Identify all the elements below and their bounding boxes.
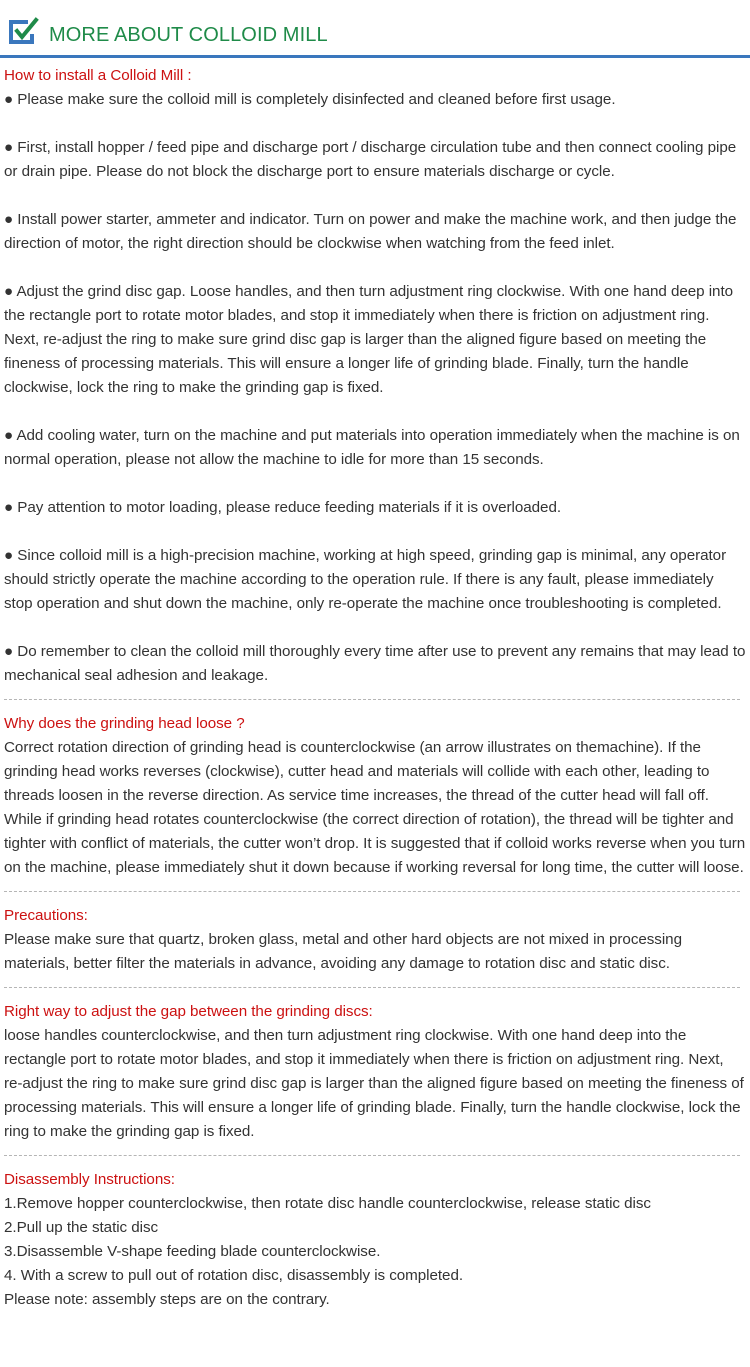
install-bullet: ● Pay attention to motor loading, please reduce feeding materials if it is overloaded. (4, 499, 562, 516)
install-bullet: ● Since colloid mill is a high-precision machine, working at high speed, grinding gap is minimal, any operator should strictly operate the machine according to the operation rule. If there is any fault, please immediately stop operation and shut down the machine, only re-operate the machine once troubleshooting is completed. (4, 547, 727, 612)
check-square-icon (6, 16, 40, 48)
dashed-divider (4, 688, 746, 712)
dashed-divider (4, 1144, 746, 1168)
install-bullet: ● Do remember to clean the colloid mill thoroughly every time after use to prevent any remains that may lead to mechanical seal adhesion and leakage. (4, 643, 746, 684)
precautions-text: Please make sure that quartz, broken glass, metal and other hard objects are not mixed in processing materials, better filter the materials in advance, avoiding any damage to rotation disc and static disc. (4, 931, 682, 972)
disassembly-step: 2.Pull up the static disc (4, 1219, 159, 1236)
page-title: MORE ABOUT COLLOID MILL (49, 24, 328, 46)
adjust-heading: Right way to adjust the gap between the grinding discs: (4, 1003, 373, 1020)
precautions-heading: Precautions: (4, 907, 88, 924)
loose-heading: Why does the grinding head loose ? (4, 715, 245, 732)
dashed-divider (4, 880, 746, 904)
disassembly-heading: Disassembly Instructions: (4, 1171, 175, 1188)
adjust-text: loose handles counterclockwise, and then turn adjustment ring clockwise. With one hand deep into the rectangle port to rotate motor blades, and stop it immediately when there is friction on adjustment ring. Next, re-adjust the ring to make sure grind disc gap is larger than the aligned figure based on meeting the fineness of processing materials. This will ensure a longer life of grinding blade. Finally, turn the handle clockwise, lock the ring to make the grinding gap is fixed. (4, 1027, 744, 1140)
dashed-divider (4, 976, 746, 1000)
install-bullet: ● Install power starter, ammeter and indicator. Turn on power and make the machine work, and then judge the direction of motor, the right direction should be clockwise when watching from the feed inlet. (4, 211, 737, 252)
disassembly-note: Please note: assembly steps are on the contrary. (4, 1291, 330, 1308)
install-bullet: ● Adjust the grind disc gap. Loose handles, and then turn adjustment ring clockwise. With one hand deep into the rectangle port to rotate motor blades, and stop it immediately when there is friction on adjustment ring. Next, re-adjust the ring to make sure grind disc gap is larger than the aligned figure based on meeting the fineness of processing materials. This will ensure a longer life of grinding blade. Finally, turn the handle clockwise, lock the ring to make the grinding gap is fixed. (4, 283, 734, 396)
loose-text: Correct rotation direction of grinding head is counterclockwise (an arrow illustrates on themachine). If the grinding head works reverses (clockwise), cutter head and materials will collide with each other, leading to threads loosen in the reverse direction. As service time increases, the thread of the cutter head will fall off. While if grinding head rotates counterclockwise (the correct direction of rotation), the thread will be tighter and tighter with conflict of materials, the cutter won’t drop. It is suggested that if colloid works reverse when you turn on the machine, please immediately shut it down because if working reversal for long time, the cutter will loose. (4, 739, 746, 876)
install-bullet: ● Please make sure the colloid mill is completely disinfected and cleaned before first usage. (4, 91, 616, 108)
disassembly-step: 4. With a screw to pull out of rotation disc, disassembly is completed. (4, 1267, 464, 1284)
section-header (0, 0, 750, 58)
disassembly-step: 1.Remove hopper counterclockwise, then rotate disc handle counterclockwise, release static disc (4, 1195, 651, 1212)
install-bullet: ● Add cooling water, turn on the machine and put materials into operation immediately when the machine is on normal operation, please not allow the machine to idle for more than 15 seconds. (4, 427, 740, 468)
install-bullet: ● First, install hopper / feed pipe and discharge port / discharge circulation tube and then connect cooling pipe or drain pipe. Please do not block the discharge port to ensure materials discharge or cycle. (4, 139, 737, 180)
article-body (4, 64, 746, 1312)
disassembly-step: 3.Disassemble V-shape feeding blade counterclockwise. (4, 1243, 381, 1260)
install-heading: How to install a Colloid Mill : (4, 67, 192, 84)
